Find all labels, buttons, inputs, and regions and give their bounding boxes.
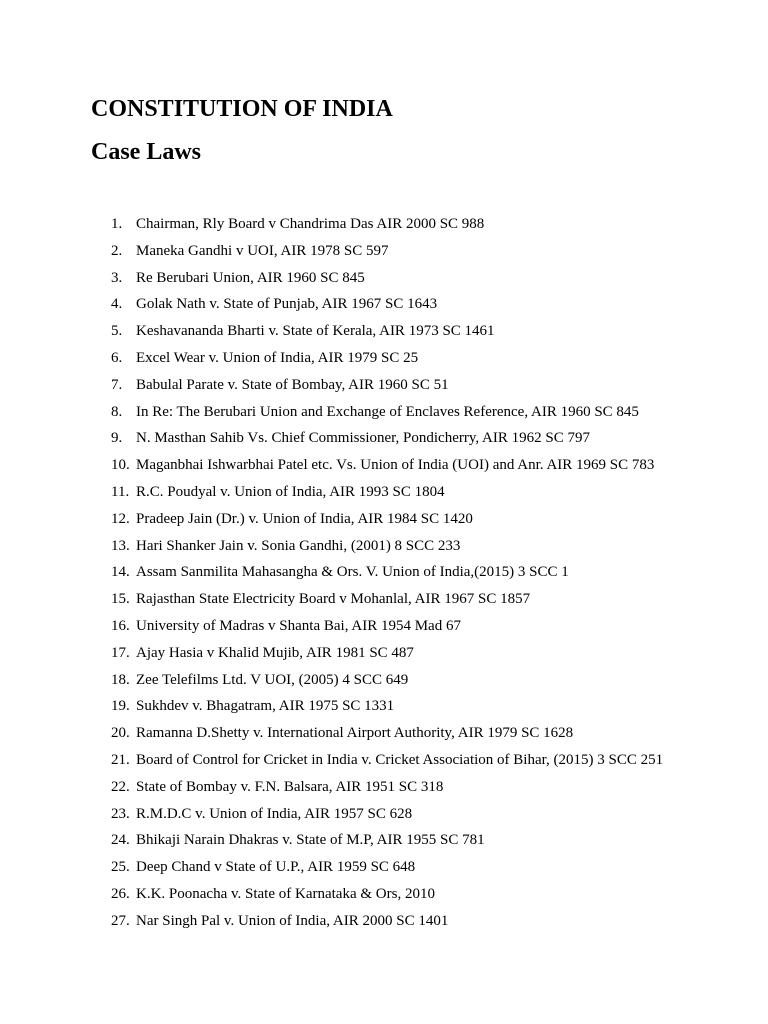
case-citation: Re Berubari Union, AIR 1960 SC 845 <box>136 269 365 286</box>
list-item-number: 5. <box>111 323 123 340</box>
list-item-number: 10. <box>111 457 130 474</box>
case-citation: Golak Nath v. State of Punjab, AIR 1967 SC 1643 <box>136 296 438 313</box>
case-citation: Maneka Gandhi v UOI, AIR 1978 SC 597 <box>136 242 389 259</box>
list-item-number: 24. <box>111 832 130 849</box>
case-citation: Pradeep Jain (Dr.) v. Union of India, AIR 1984 SC 1420 <box>136 510 473 527</box>
case-citation: State of Bombay v. F.N. Balsara, AIR 1951 SC 318 <box>136 778 444 795</box>
case-citation: K.K. Poonacha v. State of Karnataka & Ors, 2010 <box>136 885 435 902</box>
list-item-number: 20. <box>111 725 130 742</box>
case-citation: Rajasthan State Electricity Board v Mohanlal, AIR 1967 SC 1857 <box>136 591 531 608</box>
case-citation: Babulal Parate v. State of Bombay, AIR 1960 SC 51 <box>136 376 449 393</box>
list-item-number: 23. <box>111 805 130 822</box>
list-item-number: 15. <box>111 591 130 608</box>
case-citation: Deep Chand v State of U.P., AIR 1959 SC 648 <box>136 859 416 876</box>
list-item-number: 1. <box>111 216 123 232</box>
list-item-number: 8. <box>111 403 123 420</box>
document-subtitle: Case Laws <box>91 139 202 165</box>
list-item-number: 27. <box>111 912 130 929</box>
case-citation: Excel Wear v. Union of India, AIR 1979 SC 25 <box>136 349 419 366</box>
list-item-number: 4. <box>111 296 123 313</box>
list-item-number: 7. <box>111 376 123 393</box>
list-item-number: 13. <box>111 537 130 554</box>
list-item-number: 26. <box>111 885 130 902</box>
case-citation: Maganbhai Ishwarbhai Patel etc. Vs. Union of India (UOI) and Anr. AIR 1969 SC 783 <box>136 457 655 474</box>
document-title: CONSTITUTION OF INDIA <box>91 96 393 122</box>
case-citation: N. Masthan Sahib Vs. Chief Commissioner, Pondicherry, AIR 1962 SC 797 <box>136 430 590 447</box>
list-item-number: 25. <box>111 859 130 876</box>
list-item-number: 19. <box>111 698 130 715</box>
list-item-number: 9. <box>111 430 123 447</box>
list-item-number: 2. <box>111 242 123 259</box>
case-citation: Nar Singh Pal v. Union of India, AIR 2000 SC 1401 <box>136 912 449 929</box>
list-item-number: 22. <box>111 778 130 795</box>
case-citation: R.C. Poudyal v. Union of India, AIR 1993 SC 1804 <box>136 483 445 500</box>
list-item-number: 12. <box>111 510 130 527</box>
case-citation: R.M.D.C v. Union of India, AIR 1957 SC 628 <box>136 805 413 822</box>
list-item-number: 16. <box>111 617 130 634</box>
case-citation: Keshavananda Bharti v. State of Kerala, AIR 1973 SC 1461 <box>136 323 495 340</box>
list-item-number: 3. <box>111 269 123 286</box>
case-citation: Zee Telefilms Ltd. V UOI, (2005) 4 SCC 649 <box>136 671 409 688</box>
case-citation: Chairman, Rly Board v Chandrima Das AIR 2000 SC 988 <box>136 216 485 232</box>
list-item-number: 6. <box>111 349 123 366</box>
case-citation: Sukhdev v. Bhagatram, AIR 1975 SC 1331 <box>136 698 395 715</box>
list-item-number: 11. <box>111 483 130 500</box>
list-item-number: 14. <box>111 564 130 581</box>
case-citation: Board of Control for Cricket in India v. Cricket Association of Bihar, (2015) 3 SCC 251 <box>136 751 664 768</box>
list-item-number: 18. <box>111 671 130 688</box>
list-item-number: 21. <box>111 751 130 768</box>
case-citation: Hari Shanker Jain v. Sonia Gandhi, (2001) 8 SCC 233 <box>136 537 461 554</box>
case-citation: Assam Sanmilita Mahasangha & Ors. V. Union of India,(2015) 3 SCC 1 <box>136 564 569 581</box>
case-citation: Ramanna D.Shetty v. International Airport Authority, AIR 1979 SC 1628 <box>136 725 574 742</box>
case-citation: Ajay Hasia v Khalid Mujib, AIR 1981 SC 487 <box>136 644 414 661</box>
case-citation: In Re: The Berubari Union and Exchange of Enclaves Reference, AIR 1960 SC 845 <box>136 403 639 420</box>
list-item-number: 17. <box>111 644 130 661</box>
case-citation: Bhikaji Narain Dhakras v. State of M.P, AIR 1955 SC 781 <box>136 832 485 849</box>
case-citation: University of Madras v Shanta Bai, AIR 1954 Mad 67 <box>136 617 461 634</box>
